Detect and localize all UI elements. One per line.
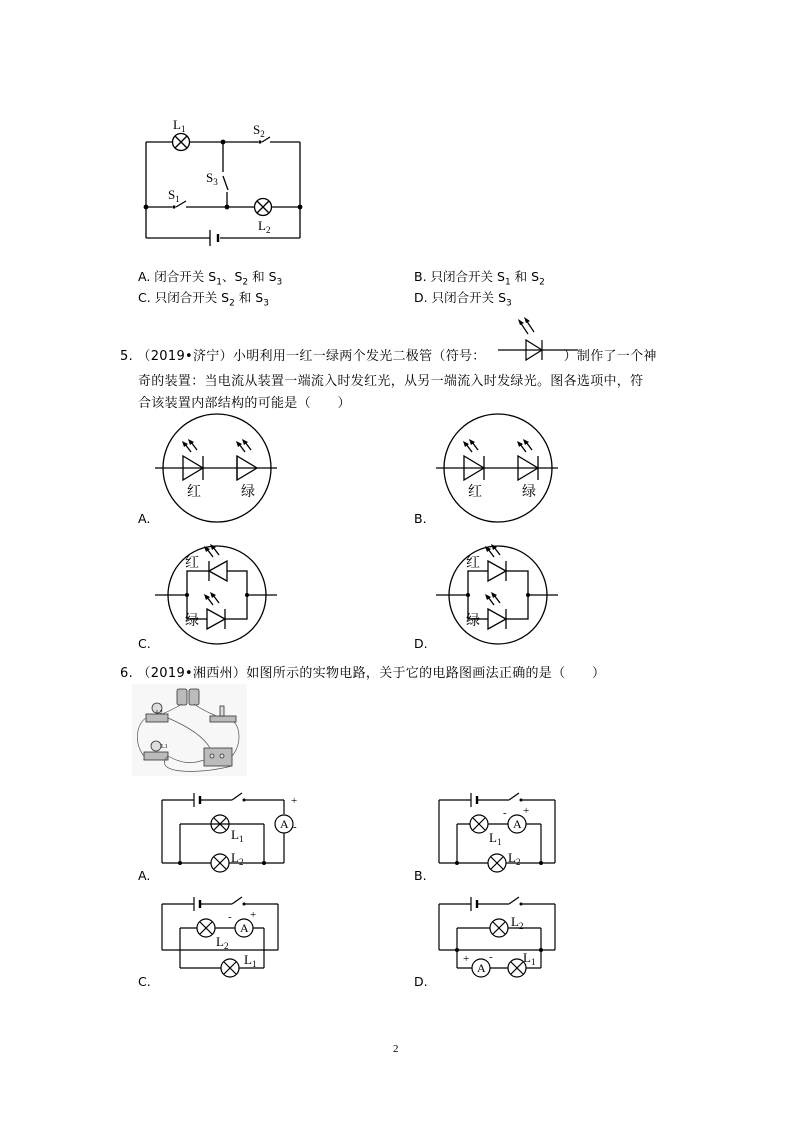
svg-text:A: A bbox=[280, 817, 289, 831]
svg-text:+: + bbox=[523, 805, 530, 817]
svg-text:绿: 绿 bbox=[466, 613, 480, 629]
q4-option-a[interactable]: A. 闭合开关 $S_1$、$S_2$ 和 $S_3$ bbox=[138, 269, 283, 288]
svg-text:L1: $L_1$ bbox=[489, 830, 502, 847]
svg-text:L1: $L_1$ bbox=[231, 827, 244, 844]
svg-text:A: A bbox=[240, 921, 249, 935]
q5-option-c[interactable]: C. bbox=[138, 636, 151, 651]
q6-option-c[interactable]: C. bbox=[138, 974, 151, 989]
svg-text:-: - bbox=[293, 821, 297, 833]
label-l1: $L_1$ bbox=[173, 117, 186, 134]
label-s3: $S_3$ bbox=[206, 170, 218, 187]
q5-option-b-diagram[interactable] bbox=[436, 412, 566, 522]
svg-text:-: - bbox=[503, 807, 507, 819]
svg-text:红: 红 bbox=[187, 484, 201, 500]
q5-stem-line3: 合该装置内部结构的可能是（ ） bbox=[138, 396, 351, 411]
q6-option-c-diagram[interactable] bbox=[160, 896, 300, 982]
svg-text:+: + bbox=[463, 953, 470, 965]
svg-text:L1: L1 bbox=[161, 744, 168, 750]
q5-stem-line2: 奇的装置：当电流从装置一端流入时发红光，从另一端流入时发绿光。图各选项中，符 bbox=[138, 374, 644, 389]
svg-text:A: A bbox=[477, 961, 486, 975]
svg-text:-: - bbox=[489, 951, 493, 963]
q5-option-b[interactable]: B. bbox=[414, 511, 427, 526]
q5-option-d[interactable]: D. bbox=[414, 636, 428, 651]
q5-stem-line1: 5. （2019•济宁）小明利用一红一绿两个发光二极管（符号： ）制作了一个神 bbox=[120, 349, 657, 364]
svg-text:A: A bbox=[513, 817, 522, 831]
q6-option-d[interactable]: D. bbox=[414, 974, 428, 989]
svg-text:+: + bbox=[291, 795, 298, 807]
svg-text:L1: $L_1$ bbox=[523, 950, 536, 967]
q6-option-d-diagram[interactable] bbox=[437, 896, 577, 982]
svg-text:L2: $L_2$ bbox=[511, 914, 524, 931]
svg-text:红: 红 bbox=[185, 555, 199, 571]
q6-stem: 6. （2019•湘西州）如图所示的实物电路，关于它的电路图画法正确的是（ ） bbox=[120, 666, 606, 681]
svg-text:红: 红 bbox=[468, 484, 482, 500]
svg-text:L2: $L_2$ bbox=[231, 850, 244, 867]
q6-option-a-diagram[interactable] bbox=[160, 790, 300, 876]
q5-option-c-diagram[interactable] bbox=[155, 545, 285, 645]
svg-text:绿: 绿 bbox=[241, 484, 255, 500]
svg-text:L2: $L_2$ bbox=[508, 850, 521, 867]
svg-text:L1: $L_1$ bbox=[244, 952, 257, 969]
svg-text:+: + bbox=[250, 909, 257, 921]
svg-text:L2: $L_2$ bbox=[216, 934, 229, 951]
label-l2: $L_2$ bbox=[258, 218, 271, 235]
q5-option-d-diagram[interactable] bbox=[436, 545, 566, 645]
q5-option-a-diagram[interactable] bbox=[155, 412, 285, 522]
svg-text:红: 红 bbox=[466, 555, 480, 571]
q4-option-d[interactable]: D. 只闭合开关 $S_3$ bbox=[414, 290, 512, 309]
q4-option-b[interactable]: B. 只闭合开关 $S_1$ 和 $S_2$ bbox=[414, 269, 545, 288]
page-number: 2 bbox=[393, 1043, 399, 1055]
svg-text:L2: L2 bbox=[156, 710, 163, 716]
q6-option-b[interactable]: B. bbox=[414, 868, 427, 883]
q5-option-a[interactable]: A. bbox=[138, 511, 151, 526]
svg-text:绿: 绿 bbox=[185, 613, 199, 629]
label-s1: $S_1$ bbox=[168, 187, 180, 204]
svg-text:-: - bbox=[228, 911, 232, 923]
q4-circuit-diagram bbox=[130, 110, 320, 250]
svg-text:绿: 绿 bbox=[522, 484, 536, 500]
q6-physical-circuit-image bbox=[132, 684, 247, 776]
q4-option-c[interactable]: C. 只闭合开关 $S_2$ 和 $S_3$ bbox=[138, 290, 269, 309]
q6-option-a[interactable]: A. bbox=[138, 868, 151, 883]
q6-option-b-diagram[interactable] bbox=[437, 790, 577, 876]
led-symbol-icon bbox=[498, 312, 578, 362]
label-s2: $S_2$ bbox=[253, 122, 265, 139]
